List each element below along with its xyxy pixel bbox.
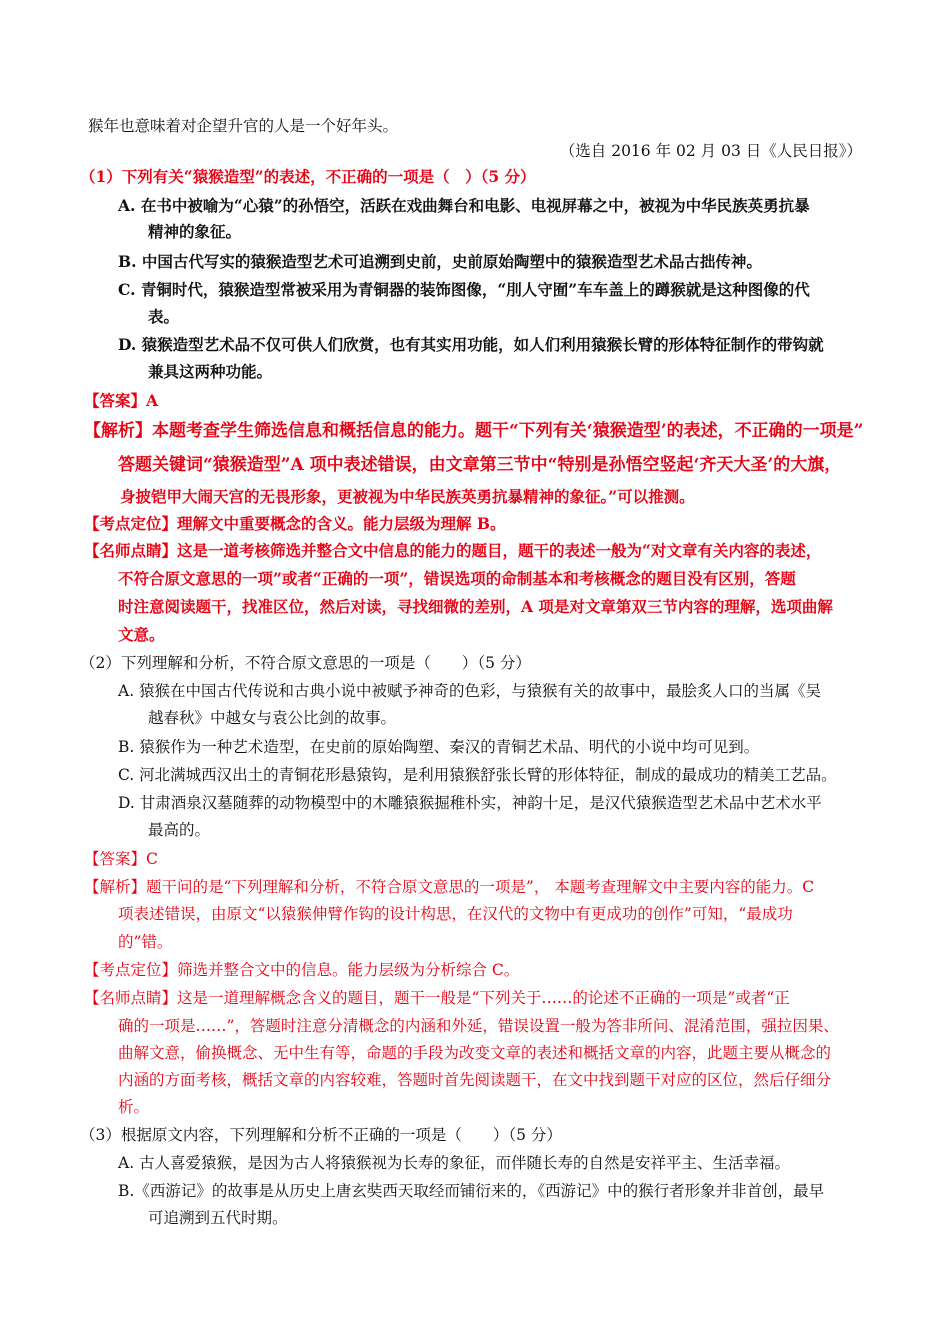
q2-answer: 【答案】C (84, 850, 158, 868)
q2-tips-line-3: 曲解文意，偷换概念、无中生有等，命题的手段为改变文章的表述和概括文章的内容，此题主要从概念的 (118, 1044, 832, 1062)
question-1-stem: （1）下列有关“猿猴造型”的表述，不正确的一项是（ ）（5 分） (80, 167, 536, 186)
q3-option-b-cont: 可追溯到五代时期。 (148, 1209, 288, 1227)
question-2-stem: （2）下列理解和分析，不符合原文意思的一项是（ ）（5 分） (80, 654, 531, 672)
q1-tips-line-1: 【名师点睛】这是一道考核筛选并整合文中信息的能力的题目，题干的表述一般为“对文章有关内容的表述， (84, 541, 822, 560)
q1-locate: 【考点定位】理解文中重要概念的含义。能力层级为理解 B。 (84, 514, 506, 533)
q1-tips-line-2: 不符合原文意思的一项”或者“正确的一项”，错误选项的命制基本和考核概念的题目没有区别，答题 (118, 569, 796, 588)
q1-analysis-line-2: 答题关键词“猿猴造型”A 项中表述错误，由文章第三节中“特别是孙悟空竖起‘齐天大圣’的大旗， (118, 455, 842, 475)
q1-option-a-cont: 精神的象征。 (148, 222, 242, 241)
q2-analysis-line-2: 项表述错误，由原文“以猿猴伸臂作钩的设计构思，在汉代的文物中有更成功的创作”可知，“最成功 (118, 905, 793, 923)
q1-analysis-line-3: 身披铠甲大闹天宫的无畏形象，更被视为中华民族英勇抗暴精神的象征。”可以推测。 (120, 487, 695, 506)
q2-option-c: C. 河北满城西汉出土的青铜花形悬猿钩，是利用猿猴舒张长臂的形体特征，制成的最成功的精美工艺品。 (118, 766, 837, 784)
q2-tips-line-1: 【名师点睛】这是一道理解概念含义的题目，题干一般是“下列关于……的论述不正确的一项是”或者“正 (84, 989, 790, 1007)
q1-tips-line-3: 时注意阅读题干，找准区位，然后对读，寻找细微的差别，A 项是对文章第双三节内容的理解，选项曲解 (118, 597, 833, 616)
q1-option-d: D. 猿猴造型艺术品不仅可供人们欣赏，也有其实用功能，如人们利用猿猴长臂的形体特征制作的带钩就 (118, 335, 824, 354)
q3-option-a: A. 古人喜爱猿猴，是因为古人将猿猴视为长寿的象征，而伴随长寿的自然是安祥平主、生活幸福。 (118, 1154, 791, 1172)
q1-answer: 【答案】A (84, 391, 159, 410)
q2-option-a-cont: 越春秋》中越女与袁公比剑的故事。 (148, 709, 397, 727)
q2-tips-line-5: 析。 (118, 1098, 150, 1116)
q2-analysis-line-1: 【解析】题干问的是“下列理解和分析，不符合原文意思的一项是”， 本题考查理解文中主要内容的能力。C (84, 878, 815, 896)
question-3-stem: （3）根据原文内容，下列理解和分析不正确的一项是（ ）（5 分） (80, 1126, 562, 1144)
q2-option-d-cont: 最高的。 (148, 821, 211, 839)
q2-option-b: B. 猿猴作为一种艺术造型，在史前的原始陶塑、秦汉的青铜艺术品、明代的小说中均可见到。 (118, 738, 760, 756)
q1-tips-line-4: 文意。 (118, 625, 165, 644)
q1-option-c-cont: 表。 (148, 307, 180, 326)
q2-tips-line-4: 内涵的方面考核，概括文章的内容较难，答题时首先阅读题干，在文中找到题干对应的区位，然后仔细分 (118, 1071, 832, 1089)
q1-option-d-cont: 兼具这两种功能。 (148, 362, 273, 381)
source-citation: （选自 2016 年 02 月 03 日《人民日报》） (559, 142, 862, 160)
q3-option-b: B.《西游记》的故事是从历史上唐玄奘西天取经而铺衍来的，《西游记》中的猴行者形象并非首创，最早 (118, 1182, 825, 1200)
q1-option-b: B. 中国古代写实的猿猴造型艺术可追溯到史前，史前原始陶塑中的猿猴造型艺术品古拙传神。 (118, 252, 762, 271)
q2-locate: 【考点定位】筛选并整合文中的信息。能力层级为分析综合 C。 (84, 961, 520, 979)
intro-text: 猴年也意味着对企望升官的人是一个好年头。 (88, 117, 399, 135)
q2-analysis-line-3: 的”错。 (118, 933, 173, 951)
q2-tips-line-2: 确的一项是……”，答题时注意分清概念的内涵和外延，错误设置一般为答非所问、混淆范围，强拉因果、 (118, 1017, 839, 1035)
q2-option-a: A. 猿猴在中国古代传说和古典小说中被赋予神奇的色彩，与猿猴有关的故事中，最脍炙人口的当属《吴 (118, 682, 822, 700)
q1-option-c: C. 青铜时代，猿猴造型常被采用为青铜器的装饰图像，“刖人守囿”车车盖上的蹲猴就是这种图像的代 (118, 280, 810, 299)
q1-option-a: A. 在书中被喻为“心猿”的孙悟空，活跃在戏曲舞台和电影、电视屏幕之中，被视为中华民族英勇抗暴 (118, 196, 810, 215)
q1-analysis-line-1: 【解析】本题考查学生筛选信息和概括信息的能力。题干“下列有关‘猿猴造型’的表述，不正确的一项是” (84, 421, 864, 441)
q2-option-d: D. 甘肃酒泉汉墓随葬的动物模型中的木雕猿猴掘稚朴实，神韵十足，是汉代猿猴造型艺术品中艺术水平 (118, 794, 822, 812)
